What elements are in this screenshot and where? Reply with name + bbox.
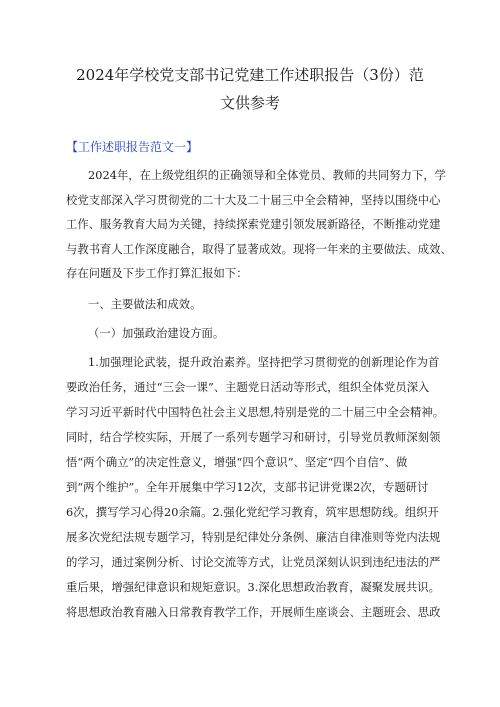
section-heading: 【工作述职报告范文一】 bbox=[66, 140, 199, 154]
document-title-line-1: 2024年学校党支部书记党建工作述职报告（3份）范 bbox=[76, 66, 424, 84]
paragraph-line: 将思想政治教育融入日常教育教学工作，开展师生座谈会、主题班会、思政 bbox=[66, 606, 441, 619]
paragraph-line: 工作、服务教育大局为关键，持续探索党建引领发展新路径，不断推动党建 bbox=[66, 218, 441, 231]
paragraph-line: 校党支部深入学习贯彻党的二十大及二十届三中全会精神，坚持以围绕中心 bbox=[66, 194, 441, 207]
paragraph-line: 2024年，在上级党组织的正确领导和全体党员、教师的共同努力下，学 bbox=[88, 169, 447, 182]
heading-level-1: 一、主要做法和成效。 bbox=[88, 298, 202, 311]
paragraph-line: 要政治任务，通过“三会一课”、主题党日活动等形式，组织全体党员深入 bbox=[66, 381, 430, 394]
paragraph-line: 1.加强理论武装，提升政治素养。坚持把学习贯彻党的创新理论作为首 bbox=[88, 356, 440, 369]
paragraph-line: 重后果，增强纪律意识和规矩意识。3.深化思想政治教育，凝聚发展共识。 bbox=[66, 581, 440, 594]
paragraph-line: 到“两个维护”。全年开展集中学习12次，支部书记讲党课2次，专题研讨 bbox=[66, 481, 429, 494]
paragraph-line: 展多次党纪法规专题学习，特别是纪律处分条例、廉洁自律准则等党内法规 bbox=[66, 531, 441, 544]
paragraph-line: 存在问题及下步工作打算汇报如下： bbox=[66, 267, 248, 280]
paragraph-line: 6次，撰写学习心得20余篇。2.强化党纪学习教育，筑牢思想防线。组织开 bbox=[66, 506, 439, 519]
paragraph-line: 悟“两个确立”的决定性意义，增强“四个意识”、坚定“四个自信”、做 bbox=[66, 456, 408, 469]
paragraph-line: 与教书育人工作深度融合，取得了显著成效。现将一年来的主要做法、成效、 bbox=[66, 243, 452, 256]
paragraph-line: 同时，结合学校实际，开展了一系列专题学习和研讨，引导党员教师深刻领 bbox=[66, 431, 441, 444]
heading-level-2: （一）加强政治建设方面。 bbox=[88, 327, 225, 340]
paragraph-line: 学习习近平新时代中国特色社会主义思想,特别是党的二十届三中全会精神。 bbox=[66, 406, 445, 419]
paragraph-line: 的学习，通过案例分析、讨论交流等方式，让党员深刻认识到违纪违法的严 bbox=[66, 556, 441, 569]
document-title-line-2: 文供参考 bbox=[219, 94, 280, 112]
